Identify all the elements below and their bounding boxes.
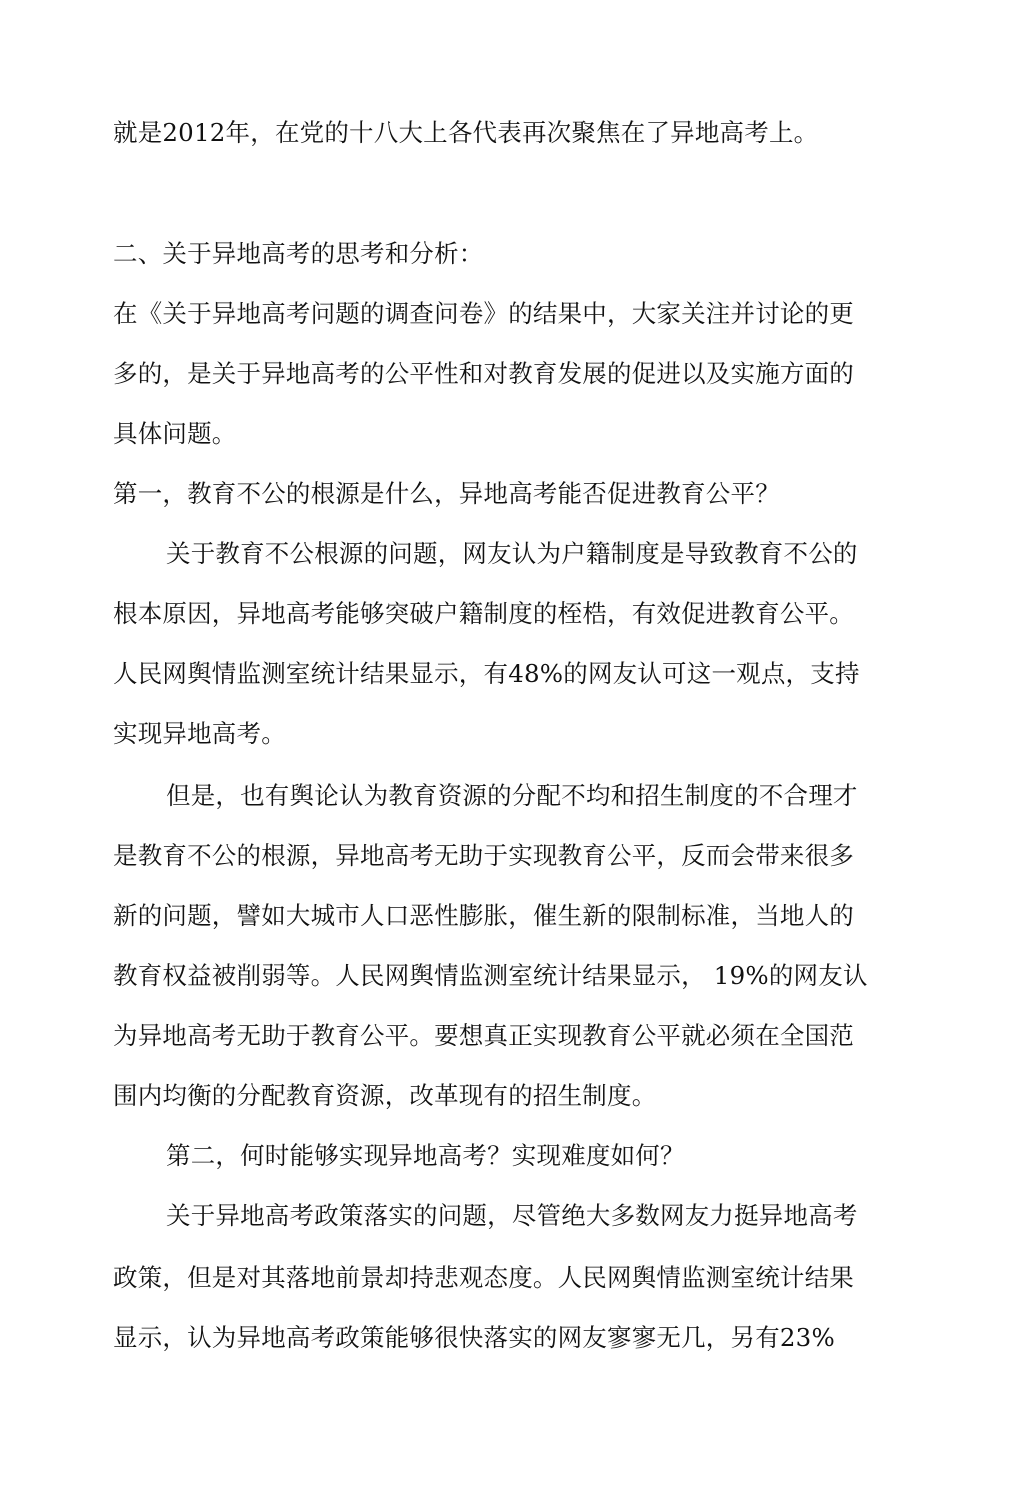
text-line: 就是2012年，在党的十八大上各代表再次聚焦在了异地高考上。 (113, 118, 819, 147)
question-heading: 第一，教育不公的根源是什么，异地高考能否促进教育公平？ (113, 479, 780, 508)
text-line: 人民网舆情监测室统计结果显示，有48%的网友认可这一观点，支持 (113, 659, 860, 688)
section-heading: 二、关于异地高考的思考和分析： (113, 239, 484, 268)
text-line: 在《关于异地高考问题的调查问卷》的结果中，大家关注并讨论的更 (113, 299, 854, 328)
text-line: 关于异地高考政策落实的问题，尽管绝大多数网友力挺异地高考 (166, 1201, 858, 1230)
text-line: 多的，是关于异地高考的公平性和对教育发展的促进以及实施方面的 (113, 359, 854, 388)
text-line: 是教育不公的根源，异地高考无助于实现教育公平，反而会带来很多 (113, 841, 854, 870)
text-line: 但是，也有舆论认为教育资源的分配不均和招生制度的不合理才 (166, 781, 858, 810)
text-line: 根本原因，异地高考能够突破户籍制度的桎梏，有效促进教育公平。 (113, 599, 854, 628)
text-line: 显示，认为异地高考政策能够很快落实的网友寥寥无几，另有23% (113, 1323, 835, 1352)
text-line: 政策，但是对其落地前景却持悲观态度。人民网舆情监测室统计结果 (113, 1263, 854, 1292)
text-line: 实现异地高考。 (113, 719, 286, 748)
text-line: 新的问题，譬如大城市人口恶性膨胀，催生新的限制标准，当地人的 (113, 901, 854, 930)
text-line: 具体问题。 (113, 419, 237, 448)
text-line: 教育权益被削弱等。人民网舆情监测室统计结果显示， 19%的网友认 (113, 961, 868, 990)
text-line: 为异地高考无助于教育公平。要想真正实现教育公平就必须在全国范 (113, 1021, 854, 1050)
text-line: 关于教育不公根源的问题，网友认为户籍制度是导致教育不公的 (166, 539, 858, 568)
question-heading: 第二，何时能够实现异地高考？实现难度如何？ (166, 1141, 685, 1170)
text-line: 围内均衡的分配教育资源，改革现有的招生制度。 (113, 1081, 657, 1110)
